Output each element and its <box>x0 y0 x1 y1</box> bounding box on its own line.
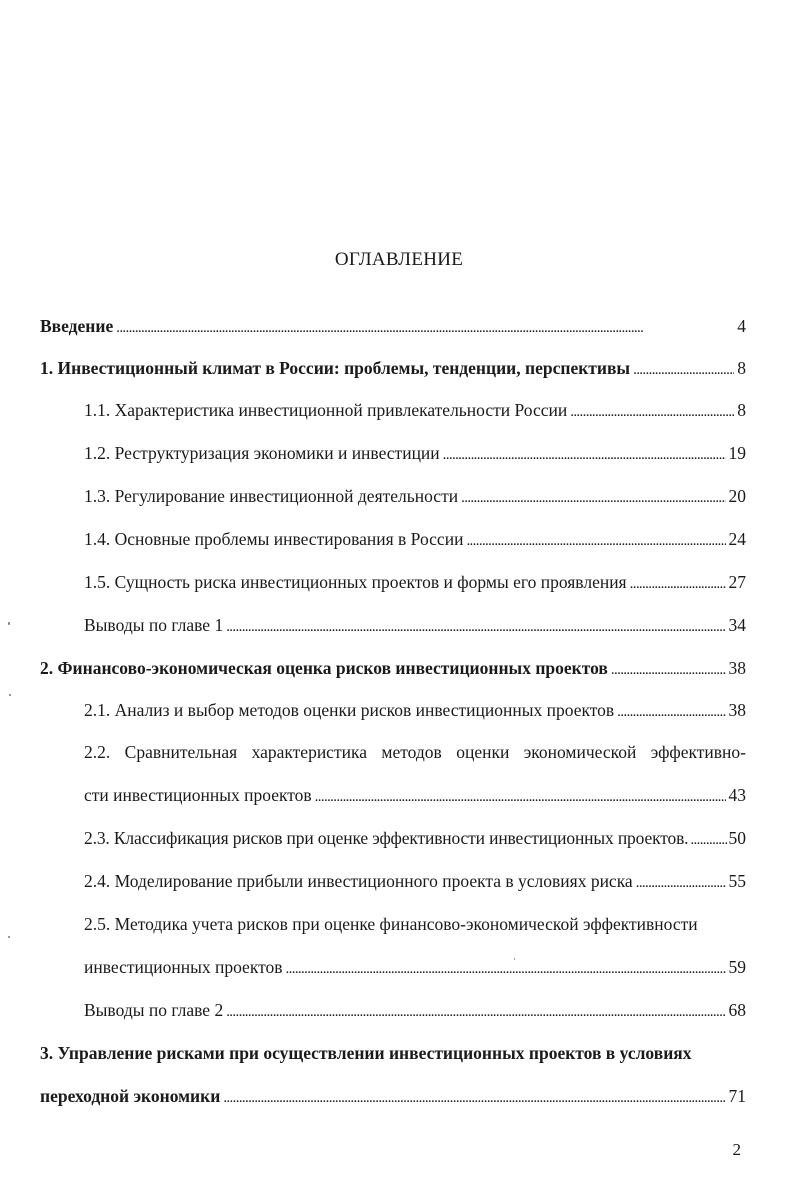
toc-entry-text: Выводы по главе 1 <box>84 615 224 635</box>
toc-entry-text: переходной экономики <box>40 1086 221 1106</box>
toc-entry-2-5-line2[interactable] <box>84 955 746 979</box>
toc-leader-dots <box>443 441 726 465</box>
toc-entry-conclusions-1[interactable] <box>84 613 746 637</box>
toc-entry-text: 3. Управление рисками при осуществлении инвестиционных проектов в условиях <box>40 1043 692 1063</box>
toc-entry-page: 55 <box>728 871 746 891</box>
toc-entry-chapter-3-line2[interactable] <box>40 1084 746 1108</box>
toc-entry-page: 43 <box>728 785 746 805</box>
toc-entry-page: 59 <box>728 957 746 977</box>
toc-entry-text: 2.1. Анализ и выбор методов оценки рисков инвестиционных проектов <box>84 700 615 720</box>
toc-entry-page: 19 <box>728 443 746 463</box>
toc-entry-page: 8 <box>737 400 746 420</box>
toc-entry-page: 38 <box>728 700 746 720</box>
toc-entry-text: Выводы по главе 2 <box>84 1000 224 1020</box>
toc-entry-1-2[interactable] <box>84 441 746 465</box>
toc-entry-1-1[interactable] <box>84 398 746 422</box>
toc-entry-page: 38 <box>728 658 746 678</box>
toc-entry-2-3[interactable] <box>84 826 746 850</box>
toc-entry-page: 34 <box>728 615 746 635</box>
toc-leader-dots <box>630 570 726 594</box>
toc-entry-2-4[interactable] <box>84 869 746 893</box>
toc-leader-dots <box>315 783 726 807</box>
toc-entry-text: инвестиционных проектов <box>84 957 283 977</box>
toc-leader-dots <box>466 527 725 551</box>
toc-entry-page: 20 <box>728 486 746 506</box>
page-number: 2 <box>732 1140 741 1159</box>
toc-entry-text: 2.4. Моделирование прибыли инвестиционного проекта в условиях риска <box>84 871 633 891</box>
toc-entry-text: 2.3. Классификация рисков при оценке эффективности инвестиционных проектов. <box>84 828 689 848</box>
toc-entry-text: Введение <box>40 316 114 336</box>
toc-entry-intro[interactable] <box>40 314 746 338</box>
toc-leader-dots <box>636 869 726 893</box>
toc-entry-conclusions-2[interactable] <box>84 998 746 1022</box>
toc-entry-page: 24 <box>728 529 746 549</box>
toc-leader-dots <box>116 314 734 338</box>
toc-leader-dots <box>226 613 725 637</box>
toc-entry-1-4[interactable] <box>84 527 746 551</box>
toc-leader-dots <box>286 955 726 979</box>
toc-entry-2-2-line2[interactable] <box>84 783 746 807</box>
toc-entry-1-5[interactable] <box>84 570 746 594</box>
toc-entry-1-3[interactable] <box>84 484 746 508</box>
toc-entry-text: 1.4. Основные проблемы инвестирования в России <box>84 529 464 549</box>
toc-entry-page: 50 <box>728 828 746 848</box>
toc-entry-text: 2.5. Методика учета рисков при оценке финансово-экономической эффективности <box>84 914 698 934</box>
toc-entry-text: 1.2. Реструктуризация экономики и инвестиции <box>84 443 440 463</box>
toc-leader-dots <box>223 1084 725 1108</box>
toc-entry-text: сти инвестиционных проектов <box>84 785 312 805</box>
scan-speck <box>8 622 10 625</box>
toc-entry-page: 68 <box>728 1000 746 1020</box>
toc-entry-chapter-2[interactable] <box>40 656 746 680</box>
toc-entry-text: 2. Финансово-экономическая оценка рисков инвестиционных проектов <box>40 658 608 678</box>
toc-entry-page: 4 <box>737 316 746 336</box>
toc-leader-dots <box>570 398 734 422</box>
toc-entry-text: 1. Инвестиционный климат в России: проблемы, тенденции, перспективы <box>40 358 631 378</box>
toc-entry-chapter-1[interactable] <box>40 356 746 380</box>
toc-entry-2-2-line1[interactable]: 2.2. Сравнительная характеристика методов оценки экономической эффективно- <box>84 742 746 762</box>
toc-leader-dots <box>226 998 725 1022</box>
toc-title: ОГЛАВЛЕНИЕ <box>334 249 464 270</box>
toc-entry-page: 71 <box>728 1086 746 1106</box>
toc-entry-2-5-line1[interactable] <box>84 912 746 936</box>
toc-entry-text: 1.3. Регулирование инвестиционной деятельности <box>84 486 459 506</box>
toc-leader-dots <box>633 356 734 380</box>
toc-leader-dots <box>617 698 725 722</box>
toc-leader-dots <box>461 484 725 508</box>
toc-entry-page: 8 <box>737 358 746 378</box>
toc-leader-dots <box>611 656 726 680</box>
scan-speck <box>514 958 515 960</box>
toc-leader-dots <box>690 826 726 850</box>
toc-entry-page: 27 <box>728 572 746 592</box>
scan-speck <box>9 694 11 696</box>
toc-entry-text: 1.5. Сущность риска инвестиционных проектов и формы его проявления <box>84 572 627 592</box>
scan-speck <box>8 936 10 938</box>
toc-entry-2-1[interactable] <box>84 698 746 722</box>
toc-entry-text: 1.1. Характеристика инвестиционной привлекательности России <box>84 400 568 420</box>
toc-entry-chapter-3-line1[interactable] <box>40 1041 746 1065</box>
